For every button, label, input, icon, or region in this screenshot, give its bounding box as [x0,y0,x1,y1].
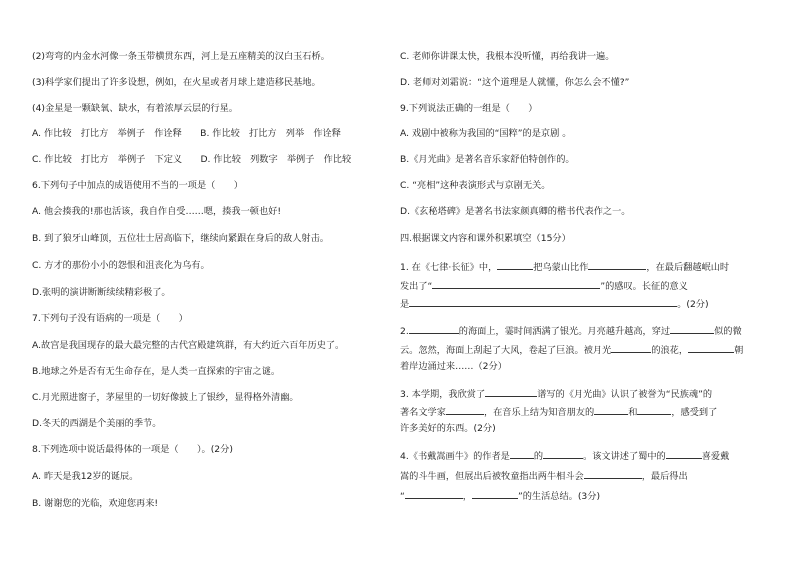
fill-question-3 [400,387,712,401]
text: 的浪花， [651,345,689,356]
text: ，在最后翻越岷山时 [646,262,730,273]
text: 1. 在《七律·长征》中， [400,262,498,273]
text: ，最后得出 [641,471,688,482]
text: 似的微 [714,326,742,337]
text: 的 [533,451,544,462]
blank [510,449,534,459]
text: “ [400,491,405,502]
option-d: D.《玄秘塔碑》是著名书法家颜真卿的楷书代表作之一。 [400,206,631,217]
option-a: A. 戏剧中被称为我国的“国粹”的是京剧 。 [400,128,572,139]
blank [446,405,484,415]
fill-question-1-line2 [400,279,688,293]
option-a: A. 他会揍我的!那也活该，我自作自受……嗯，揍我一顿也好! [32,206,282,217]
text: 喜爱戴 [701,451,730,462]
text: 的海面上，霎时间洒满了银光。月亮越升越高，穿过 [458,326,671,337]
blank [432,279,600,289]
text: ，感受到了 [671,407,718,418]
fill-question-4 [400,449,729,463]
text: ， [462,491,472,502]
blank [611,343,651,353]
option-b: B.地球之外是否有无生命存在，是人类一直探索的宇宙之谜。 [32,366,281,377]
fill-question-4-line2 [400,469,688,483]
option-line: C. 作比较 打比方 举例子 下定义 D. 作比较 列数字 举例子 作比较 [32,154,352,165]
blank [472,489,518,499]
option-c: C. “亮相”这种表演形式与京剧无关。 [400,180,551,191]
text: 2. [400,326,409,337]
text: 。(2分) [677,299,709,310]
item-line: (3)科学家们提出了许多设想，例如，在火星或者月球上建造移民基地。 [32,77,321,88]
blank [588,260,646,270]
fill-question-2-line2 [400,343,743,357]
question-6: 6.下列句子中加点的成语使用不当的一项是（ ） [32,180,243,191]
section-heading: 四.根据课文内容和课外积累填空（15分） [400,233,571,244]
question-9: 9.下列说法正确的一组是（ ） [400,103,538,114]
question-8: 8.下列选项中说话最得体的一项是（ ）。(2分) [32,444,233,455]
question-7: 7.下列句子没有语病的一项是（ ） [32,313,188,324]
blank [405,489,463,499]
fill-question-2-line3: 着岸边涌过来……（2分） [400,361,507,372]
option-c: C. 方才的那份小小的怨恨和沮丧化为乌有。 [32,260,210,271]
blank [485,387,537,397]
option-c: C.月光照进窗子，茅屋里的一切好像披上了银纱，显得格外清幽。 [32,392,299,403]
text: 云。忽然，海面上刮起了大风，卷起了巨浪。被月光 [400,345,612,356]
text: 和 [628,407,638,418]
text: 朝 [734,345,744,356]
option-d: D.张明的演讲断断续续精彩极了。 [32,287,171,298]
option-a: A. 昨天是我12岁的诞辰。 [32,471,139,482]
blank [666,449,702,459]
blank [688,343,734,353]
fill-question-1 [400,260,729,274]
text: 谱写的《月光曲》认识了被誉为“民族魂”的 [537,389,713,400]
option-b: B.《月光曲》是著名音乐家舒伯特创作的。 [400,154,575,165]
text: ，在音乐上结为知音朋友的 [483,407,595,418]
fill-question-3-line3: 许多美好的东西。(2分) [400,423,496,434]
fill-question-3-line2 [400,405,717,419]
blank [594,405,628,415]
text: 3. 本学期，我欣赏了 [400,389,486,400]
text: ”的感叹。长征的意义 [600,281,688,292]
blank [543,449,583,459]
text: 发出了“ [400,281,433,292]
text: 是 [400,299,410,310]
blank [409,324,459,334]
text: 著名文学家 [400,407,446,418]
option-a: A.故宫是我国现存的最大最完整的古代宫殿建筑群，有大约近六百年历史了。 [32,340,345,351]
option-b: B. 谢谢您的光临，欢迎您再来! [32,498,159,509]
blank [497,260,533,270]
text: 。该文讲述了蜀中的 [583,451,666,462]
blank [637,405,671,415]
fill-question-4-line3 [400,489,600,503]
item-line: (4)金星是一颗缺氧、缺水，有着浓厚云层的行星。 [32,103,238,114]
blank [584,469,642,479]
fill-question-2 [400,324,742,338]
option-d: D.冬天的西湖是个美丽的季节。 [32,418,162,429]
option-line: A. 作比较 打比方 举例子 作诠释 B. 作比较 打比方 列举 作诠释 [32,128,341,139]
fill-question-1-line3 [400,297,709,311]
text: 把乌蒙山比作 [533,262,589,273]
item-line: (2)弯弯的内金水河像一条玉带横贯东西，河上是五座精美的汉白玉石桥。 [32,51,330,62]
blank [409,297,677,307]
option-b: B. 到了狼牙山峰顶，五位壮士居高临下，继续向紧跟在身后的敌人射击。 [32,233,329,244]
text: 4.《书戴嵩画牛》的作者是 [400,451,510,462]
text: ”的生活总结。(3分) [517,491,601,502]
option-c: C. 老师你讲课太快，我根本没听懂，再给我讲一遍。 [400,51,615,62]
option-d: D. 老师对刘霜说：“这个道理是人就懂，你怎么会不懂?” [400,77,630,88]
blank [670,324,714,334]
text: 嵩的斗牛画，但展出后被牧童指出两牛相斗会 [400,471,584,482]
